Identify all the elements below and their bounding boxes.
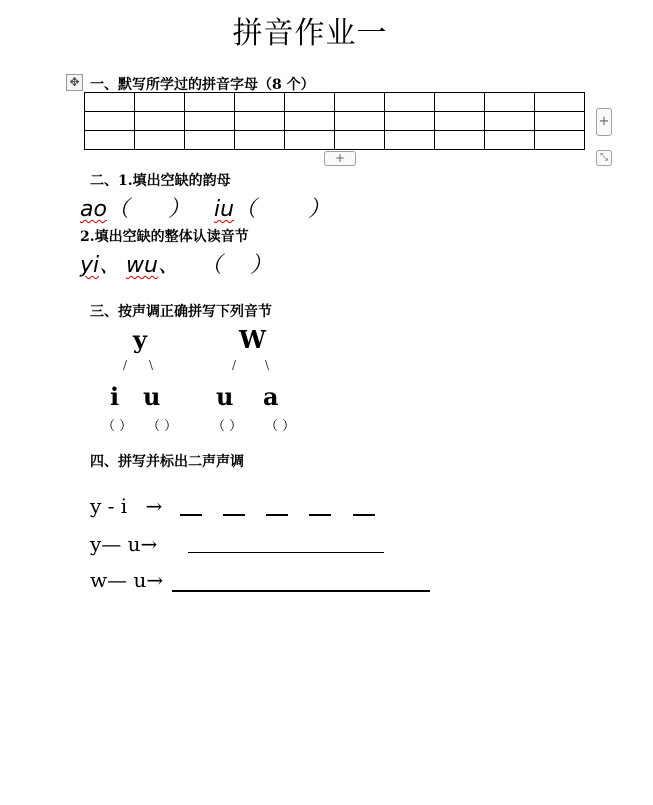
branch-right: \ [265,358,270,372]
grid-row [85,112,585,131]
syllable-row-wu [90,568,163,592]
initial-y: y [133,325,147,354]
grid-cell[interactable] [335,93,385,112]
grid-cell[interactable] [335,112,385,131]
grid-cell[interactable] [135,112,185,131]
close-paren: ） [168,197,191,222]
grid-cell[interactable] [135,93,185,112]
open-paren: （ [200,253,223,278]
answer-blank[interactable] [266,514,288,516]
answer-paren[interactable]: （ ） [102,419,133,434]
grid-cell[interactable] [85,131,135,150]
page-title: 拼音作业一 [232,16,388,51]
open-paren: （ [234,197,257,222]
grid-cell[interactable] [85,93,135,112]
grid-cell[interactable] [285,131,335,150]
grid-cell[interactable] [235,131,285,150]
branch-left: / [232,358,237,372]
grid-cell[interactable] [485,131,535,150]
answer-paren[interactable]: （ ） [212,419,243,434]
answer-line[interactable] [172,590,430,592]
add-row-button[interactable]: + [324,151,356,166]
section1-heading: 一、默写所学过的拼音字母（8 个） [90,77,315,93]
section2-sub-heading: 2.填出空缺的整体认读音节 [80,229,249,245]
grid-cell[interactable] [185,131,235,150]
final-ao: ao [80,197,107,222]
syllable-item-wu [126,248,180,279]
grid-row [85,131,585,150]
branch-right: \ [149,358,154,372]
add-column-button[interactable]: + [596,108,612,136]
grid-cell[interactable] [185,93,235,112]
grid-cell[interactable] [235,93,285,112]
arrow-icon: → [145,494,163,518]
answer-blank[interactable] [353,514,375,516]
grid-cell[interactable] [335,131,385,150]
syllable-item-yi [80,248,121,279]
branch-left: / [123,358,128,372]
close-paren: ） [250,253,273,278]
final-i: i [110,382,120,411]
answer-blank[interactable] [309,514,331,516]
answer-blank[interactable] [180,514,202,516]
grid-cell[interactable] [485,112,535,131]
grid-cell[interactable] [285,93,335,112]
grid-cell[interactable] [85,112,135,131]
grid-cell[interactable] [435,93,485,112]
alphabet-writing-table[interactable] [84,92,585,150]
syllable-yi: yi [80,253,100,278]
grid-cell[interactable] [485,93,535,112]
grid-cell[interactable] [385,112,435,131]
arrow-icon: → [146,568,164,592]
syllable-parts: y - i [90,494,128,518]
separator: 、 [99,253,122,278]
grid-cell[interactable] [285,112,335,131]
answer-line[interactable] [188,552,384,553]
table-resize-handle-icon[interactable]: ⤡ [596,150,612,166]
table-move-handle-icon[interactable]: ✥ [66,74,83,91]
final-u: u [143,382,161,411]
grid-cell[interactable] [385,93,435,112]
answer-paren[interactable]: （ ） [265,419,296,434]
grid-cell[interactable] [535,93,585,112]
grid-cell[interactable] [385,131,435,150]
syllable-wu: wu [126,253,158,278]
initial-w: W [239,325,266,354]
syllable-row-yu [90,532,157,556]
final-iu: iu [214,197,235,222]
grid-cell[interactable] [135,131,185,150]
grid-cell[interactable] [535,112,585,131]
syllable-row-yi [90,494,162,518]
open-paren: （ [106,197,129,222]
final-item-iu [214,192,256,223]
answer-paren[interactable]: （ ） [147,419,178,434]
grid-cell[interactable] [435,112,485,131]
grid-cell[interactable] [535,131,585,150]
grid-cell[interactable] [235,112,285,131]
separator: 、 [157,253,180,278]
grid-row [85,93,585,112]
section4-heading: 四、拼写并标出二声声调 [90,454,244,470]
section2-heading: 二、1.填出空缺的韵母 [90,173,231,189]
close-paren: ） [308,197,331,222]
grid-cell[interactable] [185,112,235,131]
arrow-icon: → [140,532,158,556]
syllable-parts: w— u [90,568,147,592]
final-item-ao [80,192,129,223]
answer-blank[interactable] [223,514,245,516]
section3-heading: 三、按声调正确拼写下列音节 [90,304,272,320]
grid-cell[interactable] [435,131,485,150]
syllable-parts: y— u [90,532,141,556]
final-a: a [263,382,279,411]
final-u: u [216,382,234,411]
